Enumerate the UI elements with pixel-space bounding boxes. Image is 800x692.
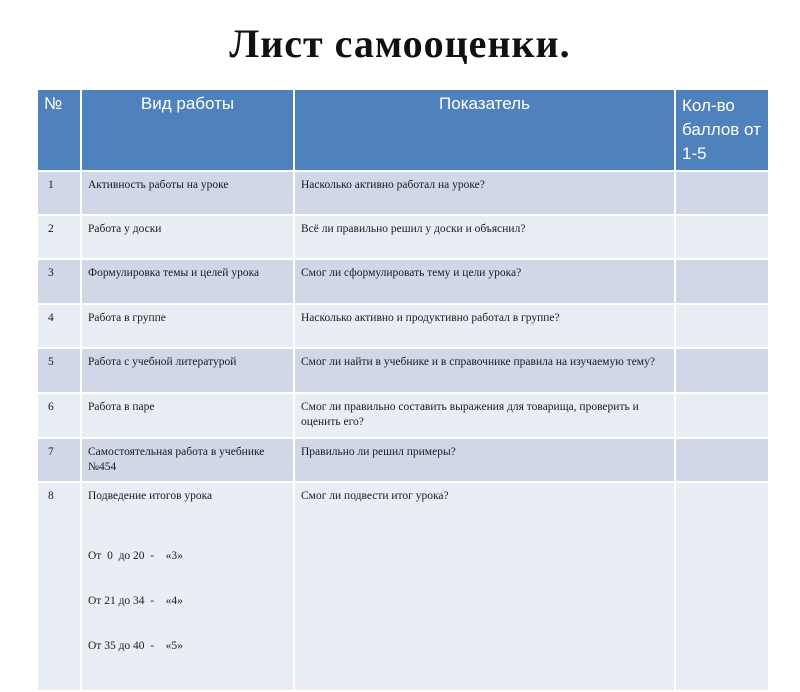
table-row bbox=[37, 393, 769, 438]
row-number: 7 bbox=[37, 438, 81, 482]
header-work-type: Вид работы bbox=[81, 89, 294, 171]
grading-line: От 35 до 40 - «5» bbox=[88, 640, 183, 652]
self-assessment-table bbox=[36, 88, 770, 692]
table-row bbox=[37, 259, 769, 304]
grading-line: От 21 до 34 - «4» bbox=[88, 595, 183, 607]
row-work-type: Самостоятельная работа в учебнике №454 bbox=[81, 438, 294, 482]
table-row bbox=[37, 304, 769, 348]
row-score[interactable] bbox=[675, 304, 769, 348]
row-work-type-cell bbox=[81, 482, 294, 691]
row-score[interactable] bbox=[675, 482, 769, 691]
row-number: 2 bbox=[37, 215, 81, 259]
row-number: 5 bbox=[37, 348, 81, 393]
row-work-type: Формулировка темы и целей урока bbox=[81, 259, 294, 304]
row-number: 8 bbox=[37, 482, 81, 691]
row-indicator: Правильно ли решил примеры? bbox=[294, 438, 675, 482]
table-row bbox=[37, 438, 769, 482]
page-title: Лист самооценки. bbox=[229, 21, 571, 66]
row-indicator: Насколько активно работал на уроке? bbox=[294, 171, 675, 215]
table-row bbox=[37, 482, 769, 691]
table-header-row bbox=[37, 89, 769, 171]
row-work-type: Работа с учебной литературой bbox=[81, 348, 294, 393]
row-number: 3 bbox=[37, 259, 81, 304]
row-indicator: Смог ли сформулировать тему и цели урока? bbox=[294, 259, 675, 304]
table-row bbox=[37, 171, 769, 215]
row-score[interactable] bbox=[675, 393, 769, 438]
header-score: Кол-во баллов от 1-5 bbox=[675, 89, 769, 171]
row-work-type: Работа у доски bbox=[81, 215, 294, 259]
row-number: 1 bbox=[37, 171, 81, 215]
row-score[interactable] bbox=[675, 171, 769, 215]
row-indicator: Смог ли найти в учебнике и в справочнике правила на изучаемую тему? bbox=[294, 348, 675, 393]
row-number: 4 bbox=[37, 304, 81, 348]
row-score[interactable] bbox=[675, 259, 769, 304]
row-score[interactable] bbox=[675, 215, 769, 259]
grading-scale bbox=[88, 519, 287, 684]
row-number: 6 bbox=[37, 393, 81, 438]
row-score[interactable] bbox=[675, 348, 769, 393]
grading-line: От 0 до 20 - «3» bbox=[88, 550, 183, 562]
row-work-type: Работа в группе bbox=[81, 304, 294, 348]
table-row bbox=[37, 215, 769, 259]
row-indicator: Смог ли правильно составить выражения для товарища, проверить и оценить его? bbox=[294, 393, 675, 438]
row-indicator: Всё ли правильно решил у доски и объяснил? bbox=[294, 215, 675, 259]
header-number: № bbox=[37, 89, 81, 171]
row-work-type: Активность работы на уроке bbox=[81, 171, 294, 215]
row-indicator: Насколько активно и продуктивно работал в группе? bbox=[294, 304, 675, 348]
row-work-type: Подведение итогов урока bbox=[88, 490, 213, 502]
row-score[interactable] bbox=[675, 438, 769, 482]
row-work-type: Работа в паре bbox=[81, 393, 294, 438]
table-row bbox=[37, 348, 769, 393]
header-indicator: Показатель bbox=[294, 89, 675, 171]
row-indicator: Смог ли подвести итог урока? bbox=[294, 482, 675, 691]
